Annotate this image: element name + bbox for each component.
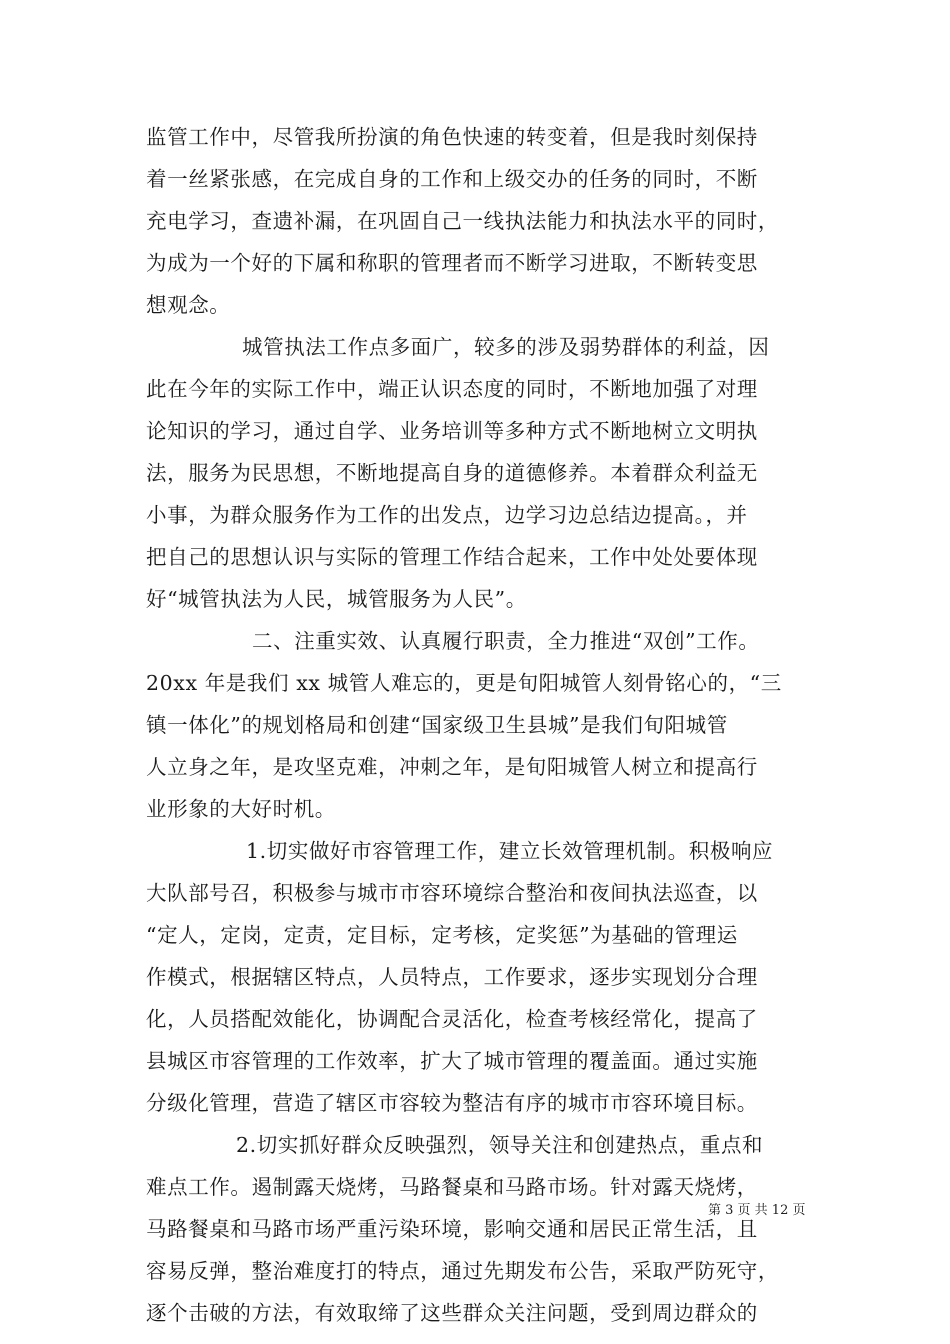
- text-line: 县城区市容管理的工作效率，扩大了城市管理的覆盖面。通过实施: [146, 1049, 758, 1073]
- text-line: 20xx 年是我们 xx 城管人难忘的，更是旬阳城管人刻骨铭心的，“三: [146, 671, 782, 695]
- text-line: 小事，为群众服务作为工作的出发点，边学习边总结边提高。，并: [146, 503, 748, 527]
- text-line: 容易反弹，整治难度打的特点，通过先期发布公告，采取严防死守，: [146, 1259, 779, 1283]
- paragraph-start-line: 城管执法工作点多面广，较多的涉及弱势群体的利益，因: [242, 335, 770, 359]
- text-line: 监管工作中，尽管我所扮演的角色快速的转变着，但是我时刻保持: [146, 125, 758, 149]
- text-line: 把自己的思想认识与实际的管理工作结合起来，工作中处处要体现: [146, 545, 758, 569]
- text-line: 难点工作。遏制露天烧烤，马路餐桌和马路市场。针对露天烧烤，: [146, 1175, 758, 1199]
- text-line: 为成为一个好的下属和称职的管理者而不断学习进取，不断转变思: [146, 251, 758, 275]
- text-line: 想观念。: [146, 293, 231, 317]
- text-line: 分级化管理，营造了辖区市容较为整洁有序的城市市容环境目标。: [146, 1091, 758, 1115]
- text-line: 论知识的学习，通过自学、业务培训等多种方式不断地树立文明执: [146, 419, 758, 443]
- text-line: 业形象的大好时机。: [146, 797, 336, 821]
- text-line: 充电学习，查遗补漏，在巩固自己一线执法能力和执法水平的同时，: [146, 209, 779, 233]
- text-line: 大队部号召，积极参与城市市容环境综合整治和夜间执法巡查，以: [146, 881, 758, 905]
- text-line: 马路餐桌和马路市场严重污染环境，影响交通和居民正常生活，且: [146, 1217, 758, 1241]
- text-line: 此在今年的实际工作中，端正认识态度的同时，不断地加强了对理: [146, 377, 758, 401]
- page-number-footer: 第 3 页 共 12 页: [708, 1203, 806, 1218]
- document-body: [146, 116, 806, 1334]
- text-line: 着一丝紧张感，在完成自身的工作和上级交办的任务的同时，不断: [146, 167, 758, 191]
- text-line: 法，服务为民思想，不断地提高自身的道德修养。本着群众利益无: [146, 461, 758, 485]
- paragraph-start-line: 2.切实抓好群众反映强烈，领导关注和创建热点，重点和: [236, 1133, 764, 1157]
- text-line: 人立身之年，是攻坚克难，冲刺之年，是旬阳城管人树立和提高行: [146, 755, 758, 779]
- text-line: 逐个击破的方法，有效取缔了这些群众关注问题，受到周边群众的: [146, 1301, 758, 1325]
- text-line: “定人，定岗，定责，定目标，定考核，定奖惩”为基础的管理运: [146, 923, 738, 947]
- paragraph-start-line: 1.切实做好市容管理工作，建立长效管理机制。积极响应: [246, 839, 774, 863]
- section-heading-line: 二、注重实效、认真履行职责，全力推进“双创”工作。: [252, 629, 760, 653]
- text-line: 镇一体化”的规划格局和创建“国家级卫生县城”是我们旬阳城管: [146, 713, 728, 737]
- text-line: 作模式，根据辖区特点，人员特点，工作要求，逐步实现划分合理: [146, 965, 758, 989]
- text-line: 化，人员搭配效能化，协调配合灵活化，检查考核经常化，提高了: [146, 1007, 758, 1031]
- text-line: 好“城管执法为人民，城管服务为人民”。: [146, 587, 527, 611]
